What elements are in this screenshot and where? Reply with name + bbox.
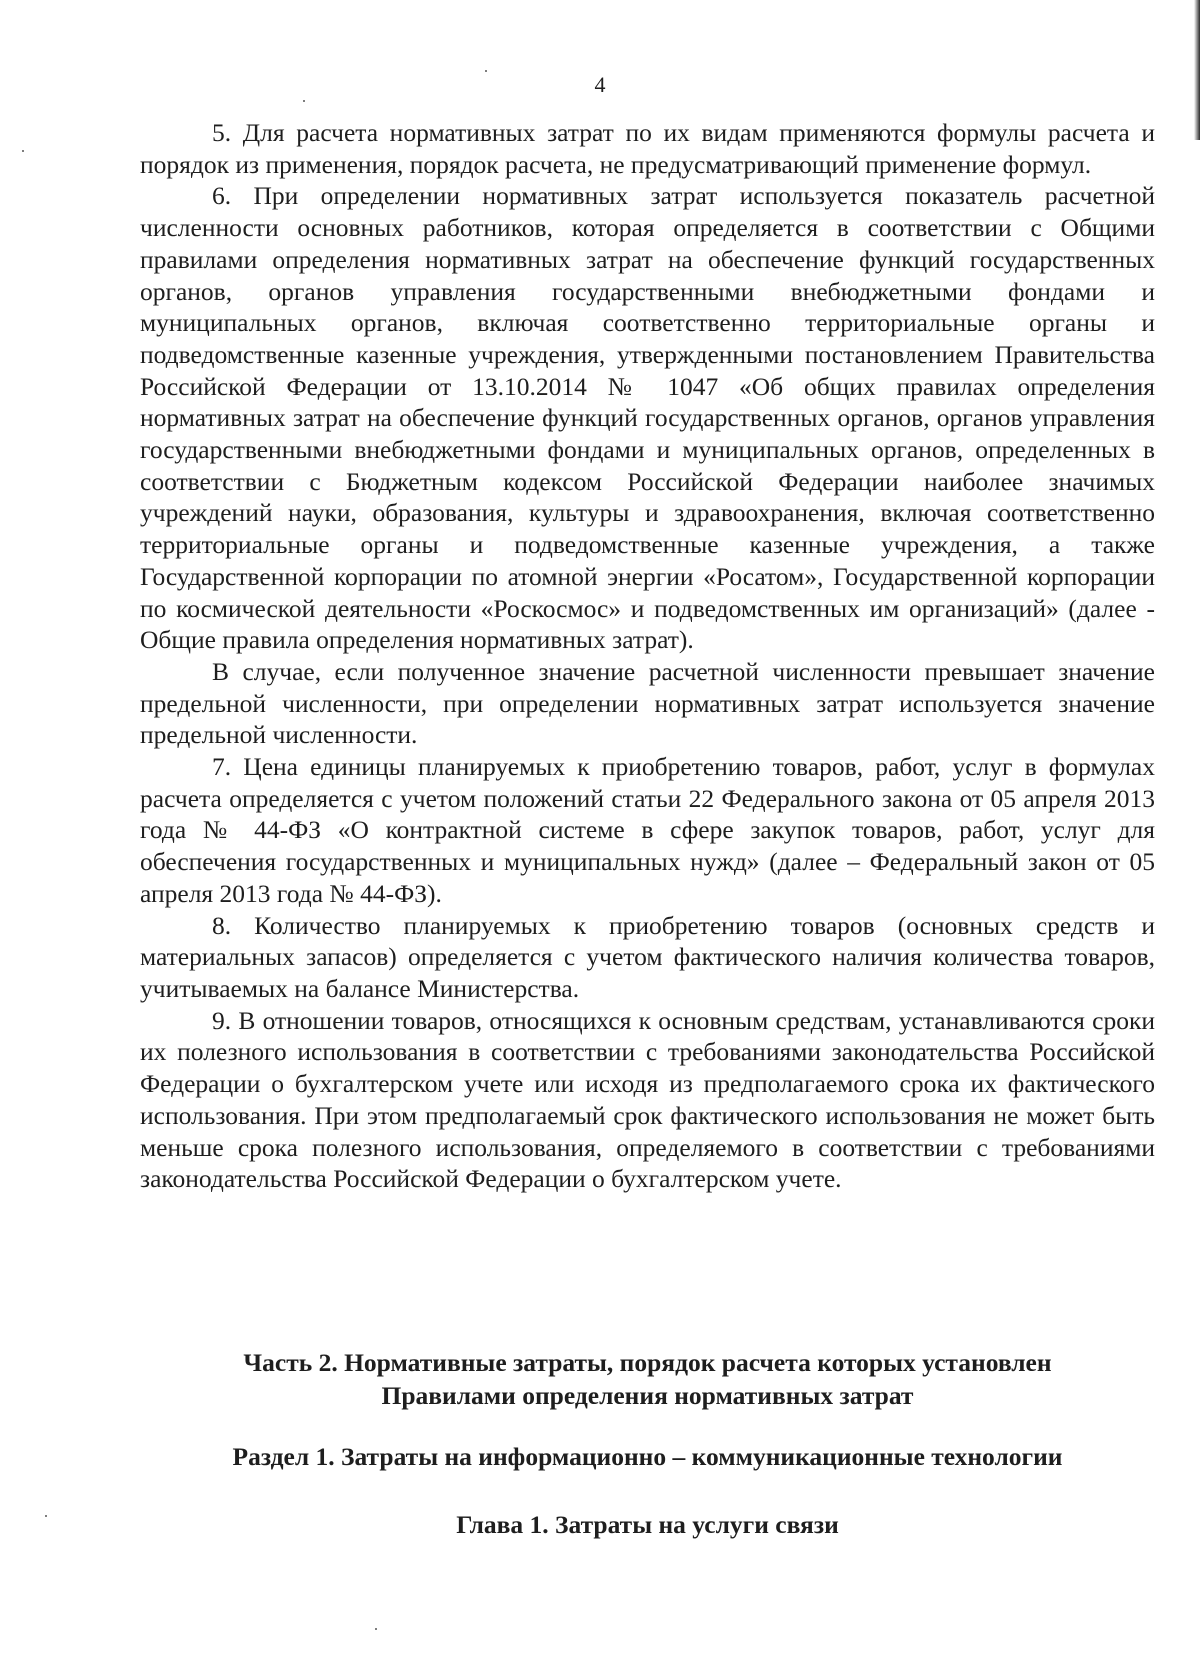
part-heading-line-1: Часть 2. Нормативные затраты, порядок расчета которых установлен [243,1348,1052,1377]
part-heading [140,1346,1155,1412]
paragraph-9: 9. В отношении товаров, относящихся к основным средствам, устанавливаются сроки их полезного использования в соответствии с требованиями законодательства Российской Федерации о бухгалтерском учете или исходя из предполагаемого срока их фактического использования. При этом предполагаемый срок фактического использования не может быть меньше срока полезного использования, определяемого в соответствии с требованиями законодательства Российской Федерации о бухгалтерском учете. [140,1005,1155,1194]
scan-speck [45,1515,47,1517]
scan-edge-shadow [1194,0,1200,140]
paragraph-5: 5. Для расчета нормативных затрат по их видам применяются формулы расчета и порядок из применения, порядок расчета, не предусматривающий применение формул. [140,118,1155,179]
chapter-heading: Глава 1. Затраты на услуги связи [456,1510,839,1539]
scan-speck [375,1628,377,1630]
document-body [140,117,1155,1195]
part-heading-line-2: Правилами определения нормативных затрат [381,1381,914,1410]
scan-speck [303,100,305,102]
paragraph-6-continuation: В случае, если полученное значение расчетной численности превышает значение предельной численности, при определении нормативных затрат используется значение предельной численности. [140,656,1155,750]
paragraph-7: 7. Цена единицы планируемых к приобретению товаров, работ, услуг в формулах расчета определяется с учетом положений статьи 22 Федерального закона от 05 апреля 2013 года № 44-ФЗ «О контрактной системе в сфере закупок товаров, работ, услуг для обеспечения государственных и муниципальных нужд» (далее – Федеральный закон от 05 апреля 2013 года № 44-ФЗ). [140,752,1155,908]
scan-speck [22,150,24,152]
page-number: 4 [594,72,606,97]
paragraph-6: 6. При определении нормативных затрат используется показатель расчетной численности основных работников, которая определяется в соответствии с Общими правилами определения нормативных затрат на обеспечение функций государственных органов, органов управления государственными внебюджетными фондами и муниципальных органов, включая соответственно территориальные органы и подведомственные казенные учреждения, утвержденными постановлением Правительства Российской Федерации от 13.10.2014 № 1047 «Об общих правилах определения нормативных затрат на обеспечение функций государственных органов, органов управления государственными внебюджетными фондами и муниципальных органов, определенных в соответствии с Бюджетным кодексом Российской Федерации наиболее значимых учреждений науки, образования, культуры и здравоохранения, включая соответственно территориальные органы и подведомственные казенные учреждения, а также Государственной корпорации по атомной энергии «Росатом», Государственной корпорации по космической деятельности «Роскосмос» и подведомственных им организаций» (далее - Общие правила определения нормативных затрат). [140,181,1155,655]
scan-speck [485,70,487,72]
paragraph-8: 8. Количество планируемых к приобретению товаров (основных средств и материальных запасов) определяется с учетом фактического наличия количества товаров, учитываемых на балансе Министерства. [140,910,1155,1003]
section-heading: Раздел 1. Затраты на информационно – коммуникационные технологии [232,1442,1063,1471]
